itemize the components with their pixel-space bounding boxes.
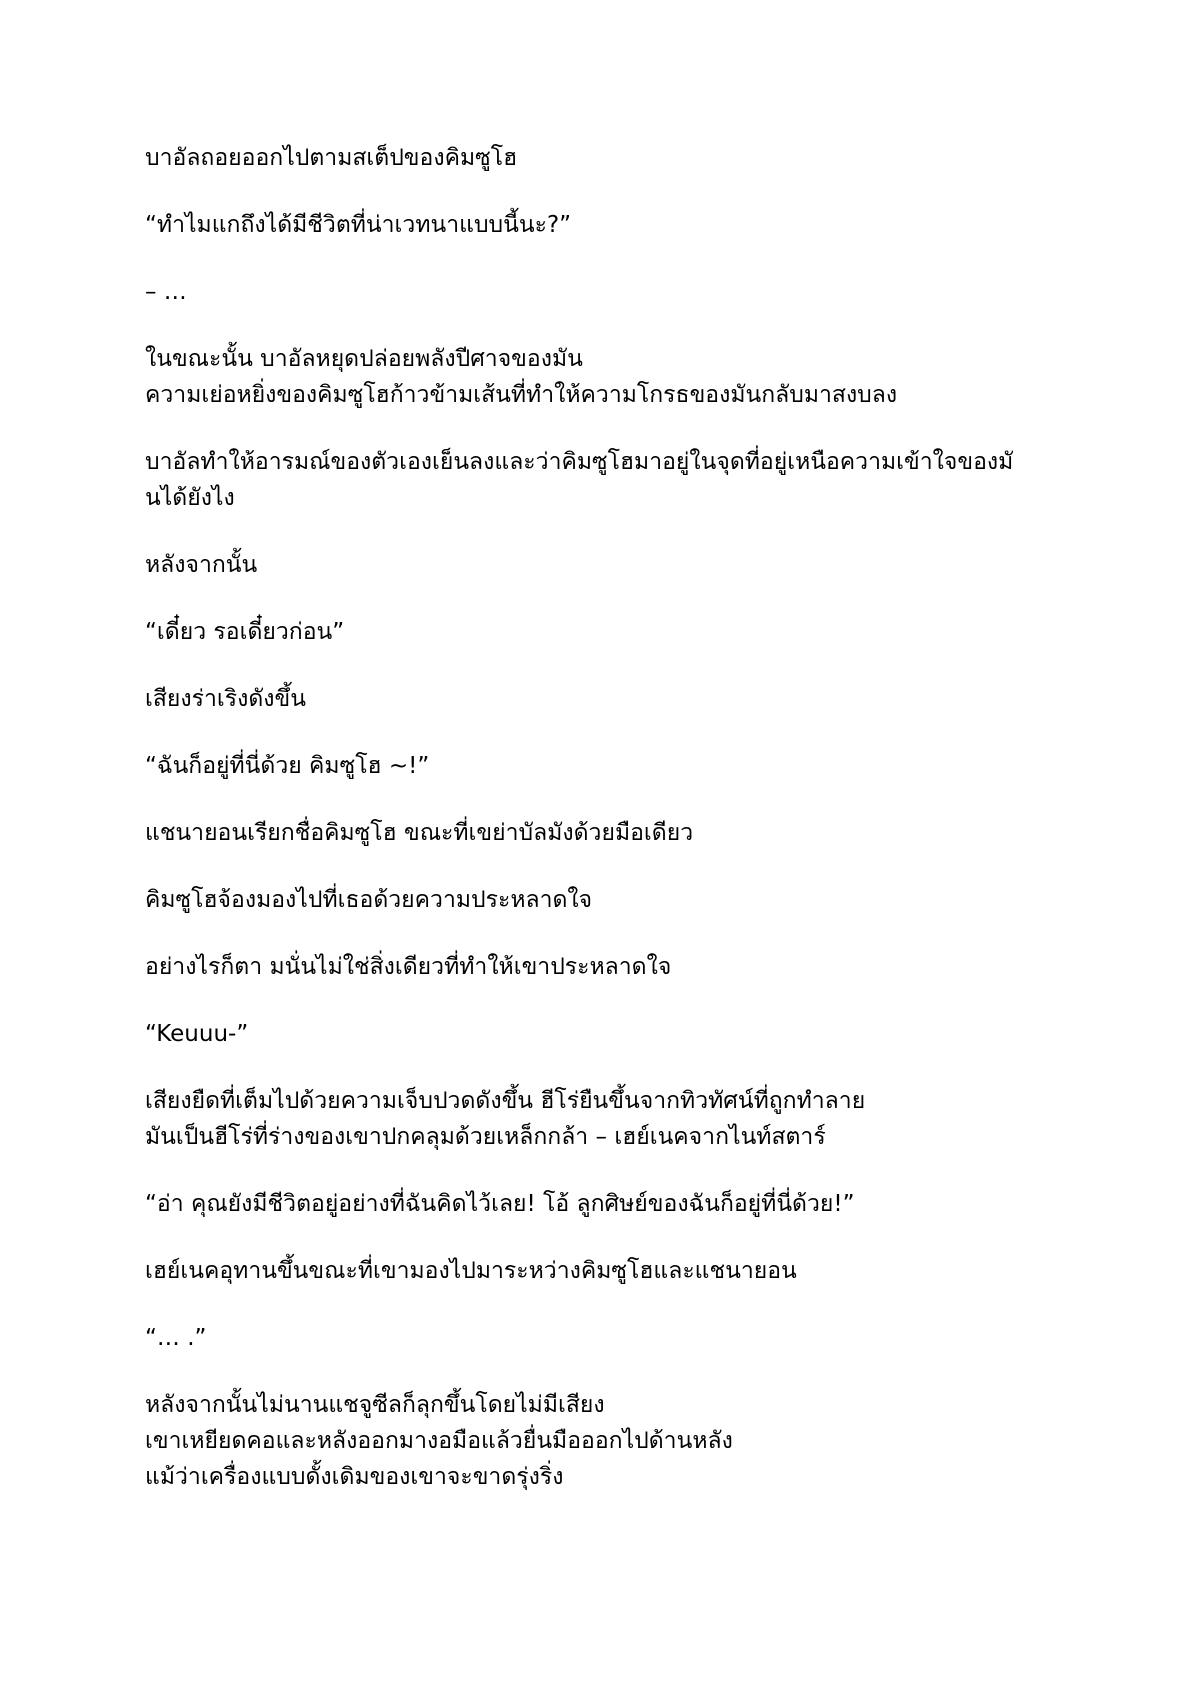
- paragraph-3: [145, 274, 1050, 310]
- text-line: บาอัลถอยออกไปตามสเต็ปของคิมซูโฮ: [145, 145, 518, 171]
- paragraph-11: [145, 882, 1050, 918]
- text-line: “อ่า คุณยังมีชีวิตอยู่อย่างที่ฉันคิดไว้เลย! โอ้ ลูกศิษย์ของฉันก็อยู่ที่นี่ด้วย!”: [145, 1191, 855, 1217]
- paragraph-13: [145, 1016, 1050, 1052]
- paragraph-14: [145, 1083, 1050, 1155]
- paragraph-9: [145, 748, 1050, 784]
- paragraph-7: [145, 614, 1050, 650]
- text-line: “ฉันก็อยู่ที่นี่ด้วย คิมซูโฮ ~!”: [145, 753, 430, 779]
- text-line: “ทำไมแกถึงได้มีชีวิตที่น่าเวทนาแบบนี้นะ?”: [145, 212, 572, 238]
- text-line: นได้ยังไง: [145, 485, 235, 511]
- text-line: ในขณะนั้น บาอัลหยุดปล่อยพลังปีศาจของมัน: [145, 346, 583, 372]
- text-line: มันเป็นฮีโร่ที่ร่างของเขาปกคลุมด้วยเหล็กกล้า – เฮย์เนคจากไนท์สตาร์: [145, 1124, 826, 1150]
- text-line: เสียงร่าเริงดังขึ้น: [145, 686, 306, 712]
- paragraph-4: [145, 341, 1050, 413]
- text-line: เสียงยืดที่เต็มไปด้วยความเจ็บปวดดังขึ้น ฮีโร่ยืนขึ้นจากทิวทัศน์ที่ถูกทำลาย: [145, 1088, 866, 1114]
- paragraph-2: [145, 207, 1050, 243]
- paragraph-1: [145, 140, 1050, 176]
- paragraph-17: [145, 1320, 1050, 1356]
- paragraph-16: [145, 1253, 1050, 1289]
- text-line: แม้ว่าเครื่องแบบดั้งเดิมของเขาจะขาดรุ่งริ่ง: [145, 1464, 564, 1490]
- text-line: เขาเหยียดคอและหลังออกมางอมือแล้วยื่นมือออกไปด้านหลัง: [145, 1428, 733, 1454]
- text-line: อย่างไรก็ตา มนั่นไม่ใช่สิ่งเดียวที่ทำให้เขาประหลาดใจ: [145, 954, 672, 980]
- text-line: “Keuuu-”: [145, 1021, 249, 1047]
- text-line: แชนายอนเรียกชื่อคิมซูโฮ ขณะที่เขย่าบัลมังด้วยมือเดียว: [145, 820, 694, 846]
- paragraph-6: [145, 547, 1050, 583]
- paragraph-12: [145, 949, 1050, 985]
- text-line: หลังจากนั้นไม่นานแชจูซีลก็ลุกขึ้นโดยไม่มีเสียง: [145, 1392, 605, 1418]
- text-line: บาอัลทำให้อารมณ์ของตัวเองเย็นลงและว่าคิมซูโฮมาอยู่ในจุดที่อยู่เหนือความเข้าใจของมั: [145, 449, 1014, 475]
- text-line: “… .”: [145, 1325, 207, 1351]
- text-line: เฮย์เนคอุทานขึ้นขณะที่เขามองไปมาระหว่างคิมซูโฮและแชนายอน: [145, 1258, 797, 1284]
- text-line: หลังจากนั้น: [145, 552, 258, 578]
- paragraph-18: [145, 1387, 1050, 1495]
- paragraph-10: [145, 815, 1050, 851]
- text-line: ความเย่อหยิ่งของคิมซูโฮก้าวข้ามเส้นที่ทำให้ความโกรธของมันกลับมาสงบลง: [145, 382, 898, 408]
- paragraph-8: [145, 681, 1050, 717]
- text-line: – …: [145, 279, 187, 305]
- paragraph-15: [145, 1186, 1050, 1222]
- document-body: [145, 140, 1050, 1526]
- text-line: “เดี๋ยว รอเดี๋ยวก่อน”: [145, 619, 345, 645]
- paragraph-5: [145, 444, 1050, 516]
- text-line: คิมซูโฮจ้องมองไปที่เธอด้วยความประหลาดใจ: [145, 887, 593, 913]
